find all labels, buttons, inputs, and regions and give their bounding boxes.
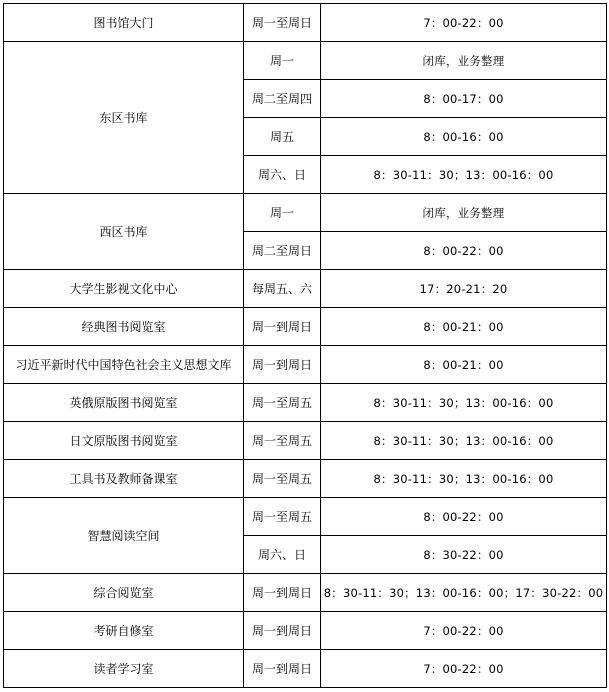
table-row bbox=[4, 42, 607, 80]
venue-cell: 大学生影视文化中心 bbox=[4, 270, 244, 308]
day-range-cell: 周一至周五 bbox=[244, 384, 321, 422]
table-row bbox=[4, 498, 607, 536]
day-range-cell: 每周五、六 bbox=[244, 270, 321, 308]
venue-cell: 综合阅览室 bbox=[4, 574, 244, 612]
day-range-cell: 周六、日 bbox=[244, 536, 321, 574]
day-range-cell: 周一到周日 bbox=[244, 308, 321, 346]
hours-cell: 8：00-21：00 bbox=[321, 346, 607, 384]
venue-cell: 东区书库 bbox=[4, 42, 244, 194]
day-range-cell: 周一至周五 bbox=[244, 460, 321, 498]
venue-cell: 习近平新时代中国特色社会主义思想文库 bbox=[4, 346, 244, 384]
hours-cell: 8：30-22：00 bbox=[321, 536, 607, 574]
hours-cell: 7：00-22：00 bbox=[321, 650, 607, 688]
hours-cell: 8：30-11：30；13：00-16：00 bbox=[321, 156, 607, 194]
day-range-cell: 周一 bbox=[244, 194, 321, 232]
table-row bbox=[4, 460, 607, 498]
day-range-cell: 周一至周日 bbox=[244, 4, 321, 42]
venue-cell: 英俄原版图书阅览室 bbox=[4, 384, 244, 422]
table-row bbox=[4, 194, 607, 232]
day-range-cell: 周一到周日 bbox=[244, 346, 321, 384]
opening-hours-table-body bbox=[4, 4, 607, 688]
venue-cell: 考研自修室 bbox=[4, 612, 244, 650]
hours-cell: 8：30-11：30；13：00-16：00 bbox=[321, 460, 607, 498]
venue-cell: 日文原版图书阅览室 bbox=[4, 422, 244, 460]
day-range-cell: 周一到周日 bbox=[244, 650, 321, 688]
table-row bbox=[4, 308, 607, 346]
hours-cell: 8：00-16：00 bbox=[321, 118, 607, 156]
day-range-cell: 周一 bbox=[244, 42, 321, 80]
day-range-cell: 周一到周日 bbox=[244, 612, 321, 650]
hours-cell: 8：30-11：30；13：00-16：00；17：30-22：00 bbox=[321, 574, 607, 612]
day-range-cell: 周二至周日 bbox=[244, 232, 321, 270]
table-row bbox=[4, 346, 607, 384]
venue-cell: 经典图书阅览室 bbox=[4, 308, 244, 346]
hours-cell: 8：30-11：30；13：00-16：00 bbox=[321, 384, 607, 422]
hours-cell: 闭库，业务整理 bbox=[321, 194, 607, 232]
table-row bbox=[4, 384, 607, 422]
hours-cell: 17：20-21：20 bbox=[321, 270, 607, 308]
table-row bbox=[4, 612, 607, 650]
table-row bbox=[4, 4, 607, 42]
venue-cell: 智慧阅读空间 bbox=[4, 498, 244, 574]
hours-cell: 7：00-22：00 bbox=[321, 4, 607, 42]
hours-cell: 8：30-11：30；13：00-16：00 bbox=[321, 422, 607, 460]
table-row bbox=[4, 650, 607, 688]
day-range-cell: 周一至周五 bbox=[244, 422, 321, 460]
hours-cell: 8：00-22：00 bbox=[321, 232, 607, 270]
hours-cell: 7：00-22：00 bbox=[321, 612, 607, 650]
venue-cell: 工具书及教师备课室 bbox=[4, 460, 244, 498]
day-range-cell: 周一到周日 bbox=[244, 574, 321, 612]
opening-hours-table bbox=[3, 3, 607, 688]
table-row bbox=[4, 574, 607, 612]
hours-cell: 8：00-17：00 bbox=[321, 80, 607, 118]
venue-cell: 读者学习室 bbox=[4, 650, 244, 688]
hours-cell: 闭库，业务整理 bbox=[321, 42, 607, 80]
day-range-cell: 周一至周五 bbox=[244, 498, 321, 536]
venue-cell: 图书馆大门 bbox=[4, 4, 244, 42]
day-range-cell: 周五 bbox=[244, 118, 321, 156]
day-range-cell: 周二至周四 bbox=[244, 80, 321, 118]
day-range-cell: 周六、日 bbox=[244, 156, 321, 194]
hours-cell: 8：00-22：00 bbox=[321, 498, 607, 536]
table-row bbox=[4, 270, 607, 308]
venue-cell: 西区书库 bbox=[4, 194, 244, 270]
table-row bbox=[4, 422, 607, 460]
hours-cell: 8：00-21：00 bbox=[321, 308, 607, 346]
